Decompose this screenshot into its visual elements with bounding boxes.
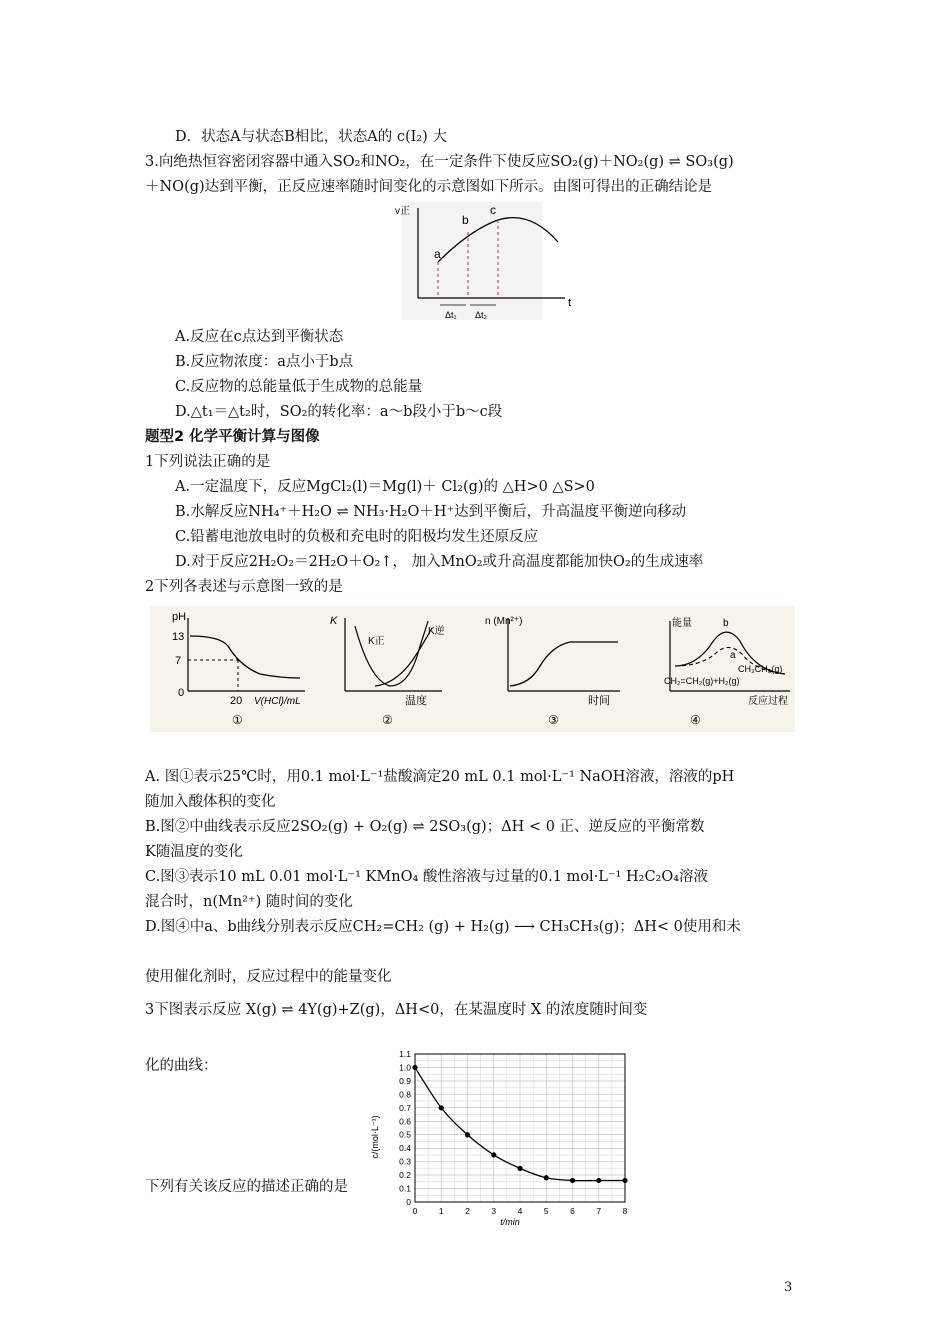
y-tick-label: 0 bbox=[406, 1197, 411, 1207]
x-tick-label: 3 bbox=[491, 1206, 497, 1216]
section-heading: 题型2 化学平衡计算与图像 bbox=[145, 429, 320, 445]
q1-stem: 1下列说法正确的是 bbox=[145, 454, 271, 470]
y-tick-label: 1.1 bbox=[399, 1049, 411, 1059]
q2-option-a-2: 随加入酸体积的变化 bbox=[145, 794, 276, 810]
x-tick-label: 4 bbox=[517, 1206, 523, 1216]
option-a-line: A.反应在c点达到平衡状态 bbox=[175, 329, 344, 345]
data-point bbox=[622, 1178, 627, 1183]
q1-option-b: B.水解反应NH₄⁺＋H₂O ⇌ NH₃·H₂O＋H⁺达到平衡后，升高温度平衡逆向移动 bbox=[175, 504, 687, 520]
data-point bbox=[412, 1065, 417, 1070]
p4-x-label: 反应过程 bbox=[748, 696, 788, 707]
y-tick-label: 0.7 bbox=[399, 1102, 411, 1113]
q2-stem: 2下列各表述与示意图一致的是 bbox=[145, 579, 343, 595]
data-point bbox=[570, 1178, 575, 1183]
question-3-line-2: ＋NO(g)达到平衡，正反应速率随时间变化的示意图如下所示。由图可得出的正确结论是 bbox=[145, 179, 713, 195]
y-tick-label: 0.1 bbox=[399, 1183, 411, 1194]
point-a-label: a bbox=[434, 247, 441, 261]
q2-option-b-2: K随温度的变化 bbox=[145, 844, 243, 860]
point-b-label: b bbox=[462, 213, 469, 227]
p4-product: CH₃CH₃(g) bbox=[738, 664, 783, 674]
data-point bbox=[517, 1166, 522, 1171]
p2-circle: ② bbox=[382, 713, 393, 727]
q1-option-d: D.对于反应2H₂O₂＝2H₂O＋O₂↑， 加入MnO₂或升高温度都能加快O₂的生成速率 bbox=[175, 554, 704, 570]
p1-x20: 20 bbox=[230, 695, 243, 707]
p1-x-label: V(HCl)/mL bbox=[254, 696, 301, 707]
data-point bbox=[439, 1105, 444, 1110]
concentration-time-chart bbox=[370, 1042, 640, 1227]
p2-k-neg: K逆 bbox=[428, 626, 445, 637]
p3-circle: ③ bbox=[548, 713, 559, 727]
p4-b: b bbox=[723, 618, 729, 629]
p4-y-label: 能量 bbox=[672, 618, 692, 629]
p1-y13: 13 bbox=[172, 631, 185, 643]
p3-y-label: n (Mn²⁺) bbox=[485, 616, 523, 627]
q3-stem-2: 化的曲线： bbox=[145, 1058, 218, 1074]
x-tick-label: 0 bbox=[412, 1206, 418, 1216]
p1-y-label: pH bbox=[172, 611, 187, 623]
q2-option-b-1: B.图②中曲线表示反应2SO₂(g) + O₂(g) ⇌ 2SO₃(g)；ΔH < 0 正、逆反应的平衡常数 bbox=[145, 819, 705, 835]
fig1-x-label: t bbox=[568, 297, 572, 309]
y-tick-label: 0.8 bbox=[399, 1089, 411, 1100]
q2-option-a-1: A. 图①表示25℃时，用0.1 mol·L⁻¹盐酸滴定20 mL 0.1 mol·L⁻¹ NaOH溶液，溶液的pH bbox=[145, 769, 735, 785]
x-tick-label: 7 bbox=[596, 1206, 602, 1216]
option-b-line: B.反应物浓度：a点小于b点 bbox=[175, 354, 354, 370]
q2-option-d-2: 使用催化剂时，反应过程中的能量变化 bbox=[145, 969, 392, 985]
q1-option-a: A.一定温度下，反应MgCl₂(l)＝Mg(l)＋ Cl₂(g)的 △H>0 △S>0 bbox=[175, 479, 595, 495]
y-tick-label: 0.5 bbox=[399, 1129, 411, 1140]
x-tick-label: 6 bbox=[570, 1206, 575, 1216]
x-tick-label: 2 bbox=[465, 1206, 470, 1216]
y-tick-label: 0.6 bbox=[399, 1116, 411, 1127]
rate-time-figure bbox=[390, 200, 590, 325]
dt2-label: Δt₂ bbox=[475, 310, 488, 320]
p2-x-label: 温度 bbox=[405, 695, 427, 707]
p1-y0: 0 bbox=[178, 687, 185, 699]
p1-circle: ① bbox=[232, 713, 243, 727]
p2-y-label: K bbox=[330, 615, 338, 627]
q2-option-d-1: D.图④中a、b曲线分别表示反应CH₂=CH₂ (g) + H₂(g) ⟶ CH₃CH₃(g)；ΔH< 0使用和未 bbox=[145, 919, 741, 935]
question-3-line-1: 3.向绝热恒容密闭容器中通入SO₂和NO₂，在一定条件下使反应SO₂(g)＋NO₂(g) ⇌ SO₃(g) bbox=[145, 154, 734, 170]
data-point bbox=[544, 1175, 549, 1180]
option-c-line: C.反应物的总能量低于生成物的总能量 bbox=[175, 379, 423, 395]
p2-k-pos: K正 bbox=[368, 636, 385, 647]
option-d2-line: D.△t₁＝△t₂时，SO₂的转化率：a～b段小于b～c段 bbox=[175, 404, 503, 420]
q1-option-c: C.铅蓄电池放电时的负极和充电时的阳极均发生还原反应 bbox=[175, 529, 539, 545]
p4-reactant: CH₂=CH₂(g)+H₂(g) bbox=[664, 676, 740, 686]
fig3-y-label: c/(mol·L⁻¹) bbox=[370, 1115, 380, 1159]
point-c-label: c bbox=[490, 203, 496, 217]
p3-x-label: 时间 bbox=[588, 695, 610, 707]
data-point bbox=[596, 1178, 601, 1183]
data-point bbox=[491, 1152, 496, 1157]
x-tick-label: 5 bbox=[543, 1206, 549, 1216]
y-tick-label: 0.9 bbox=[399, 1075, 411, 1086]
y-tick-label: 0.2 bbox=[399, 1170, 411, 1181]
q2-option-c-2: 混合时，n(Mn²⁺) 随时间的变化 bbox=[145, 894, 353, 910]
y-tick-label: 0.3 bbox=[399, 1156, 411, 1167]
data-point bbox=[465, 1132, 470, 1137]
p1-y7: 7 bbox=[175, 655, 182, 667]
x-tick-label: 1 bbox=[438, 1206, 444, 1216]
page-number: 3 bbox=[784, 1280, 793, 1295]
y-tick-label: 0.4 bbox=[399, 1143, 411, 1154]
option-d-line: D．状态A与状态B相比，状态A的 c(I₂) 大 bbox=[175, 129, 447, 145]
q3-stem-1: 3下图表示反应 X(g) ⇌ 4Y(g)+Z(g)，ΔH<0，在某温度时 X 的浓度随时间变 bbox=[145, 1002, 648, 1018]
fig1-y-label: v正 bbox=[395, 206, 410, 217]
q2-option-c-1: C.图③表示10 mL 0.01 mol·L⁻¹ KMnO₄ 酸性溶液与过量的0.1 mol·L⁻¹ H₂C₂O₄溶液 bbox=[145, 869, 709, 885]
p4-circle: ④ bbox=[690, 713, 701, 727]
p4-a: a bbox=[730, 650, 736, 661]
x-tick-label: 8 bbox=[622, 1206, 628, 1216]
y-tick-label: 1.0 bbox=[399, 1062, 411, 1073]
dt1-label: Δt₁ bbox=[445, 310, 457, 320]
fig3-x-label: t/min bbox=[500, 1217, 520, 1227]
four-panel-figure bbox=[150, 606, 795, 732]
q3-stem-3: 下列有关该反应的描述正确的是 bbox=[145, 1179, 348, 1195]
